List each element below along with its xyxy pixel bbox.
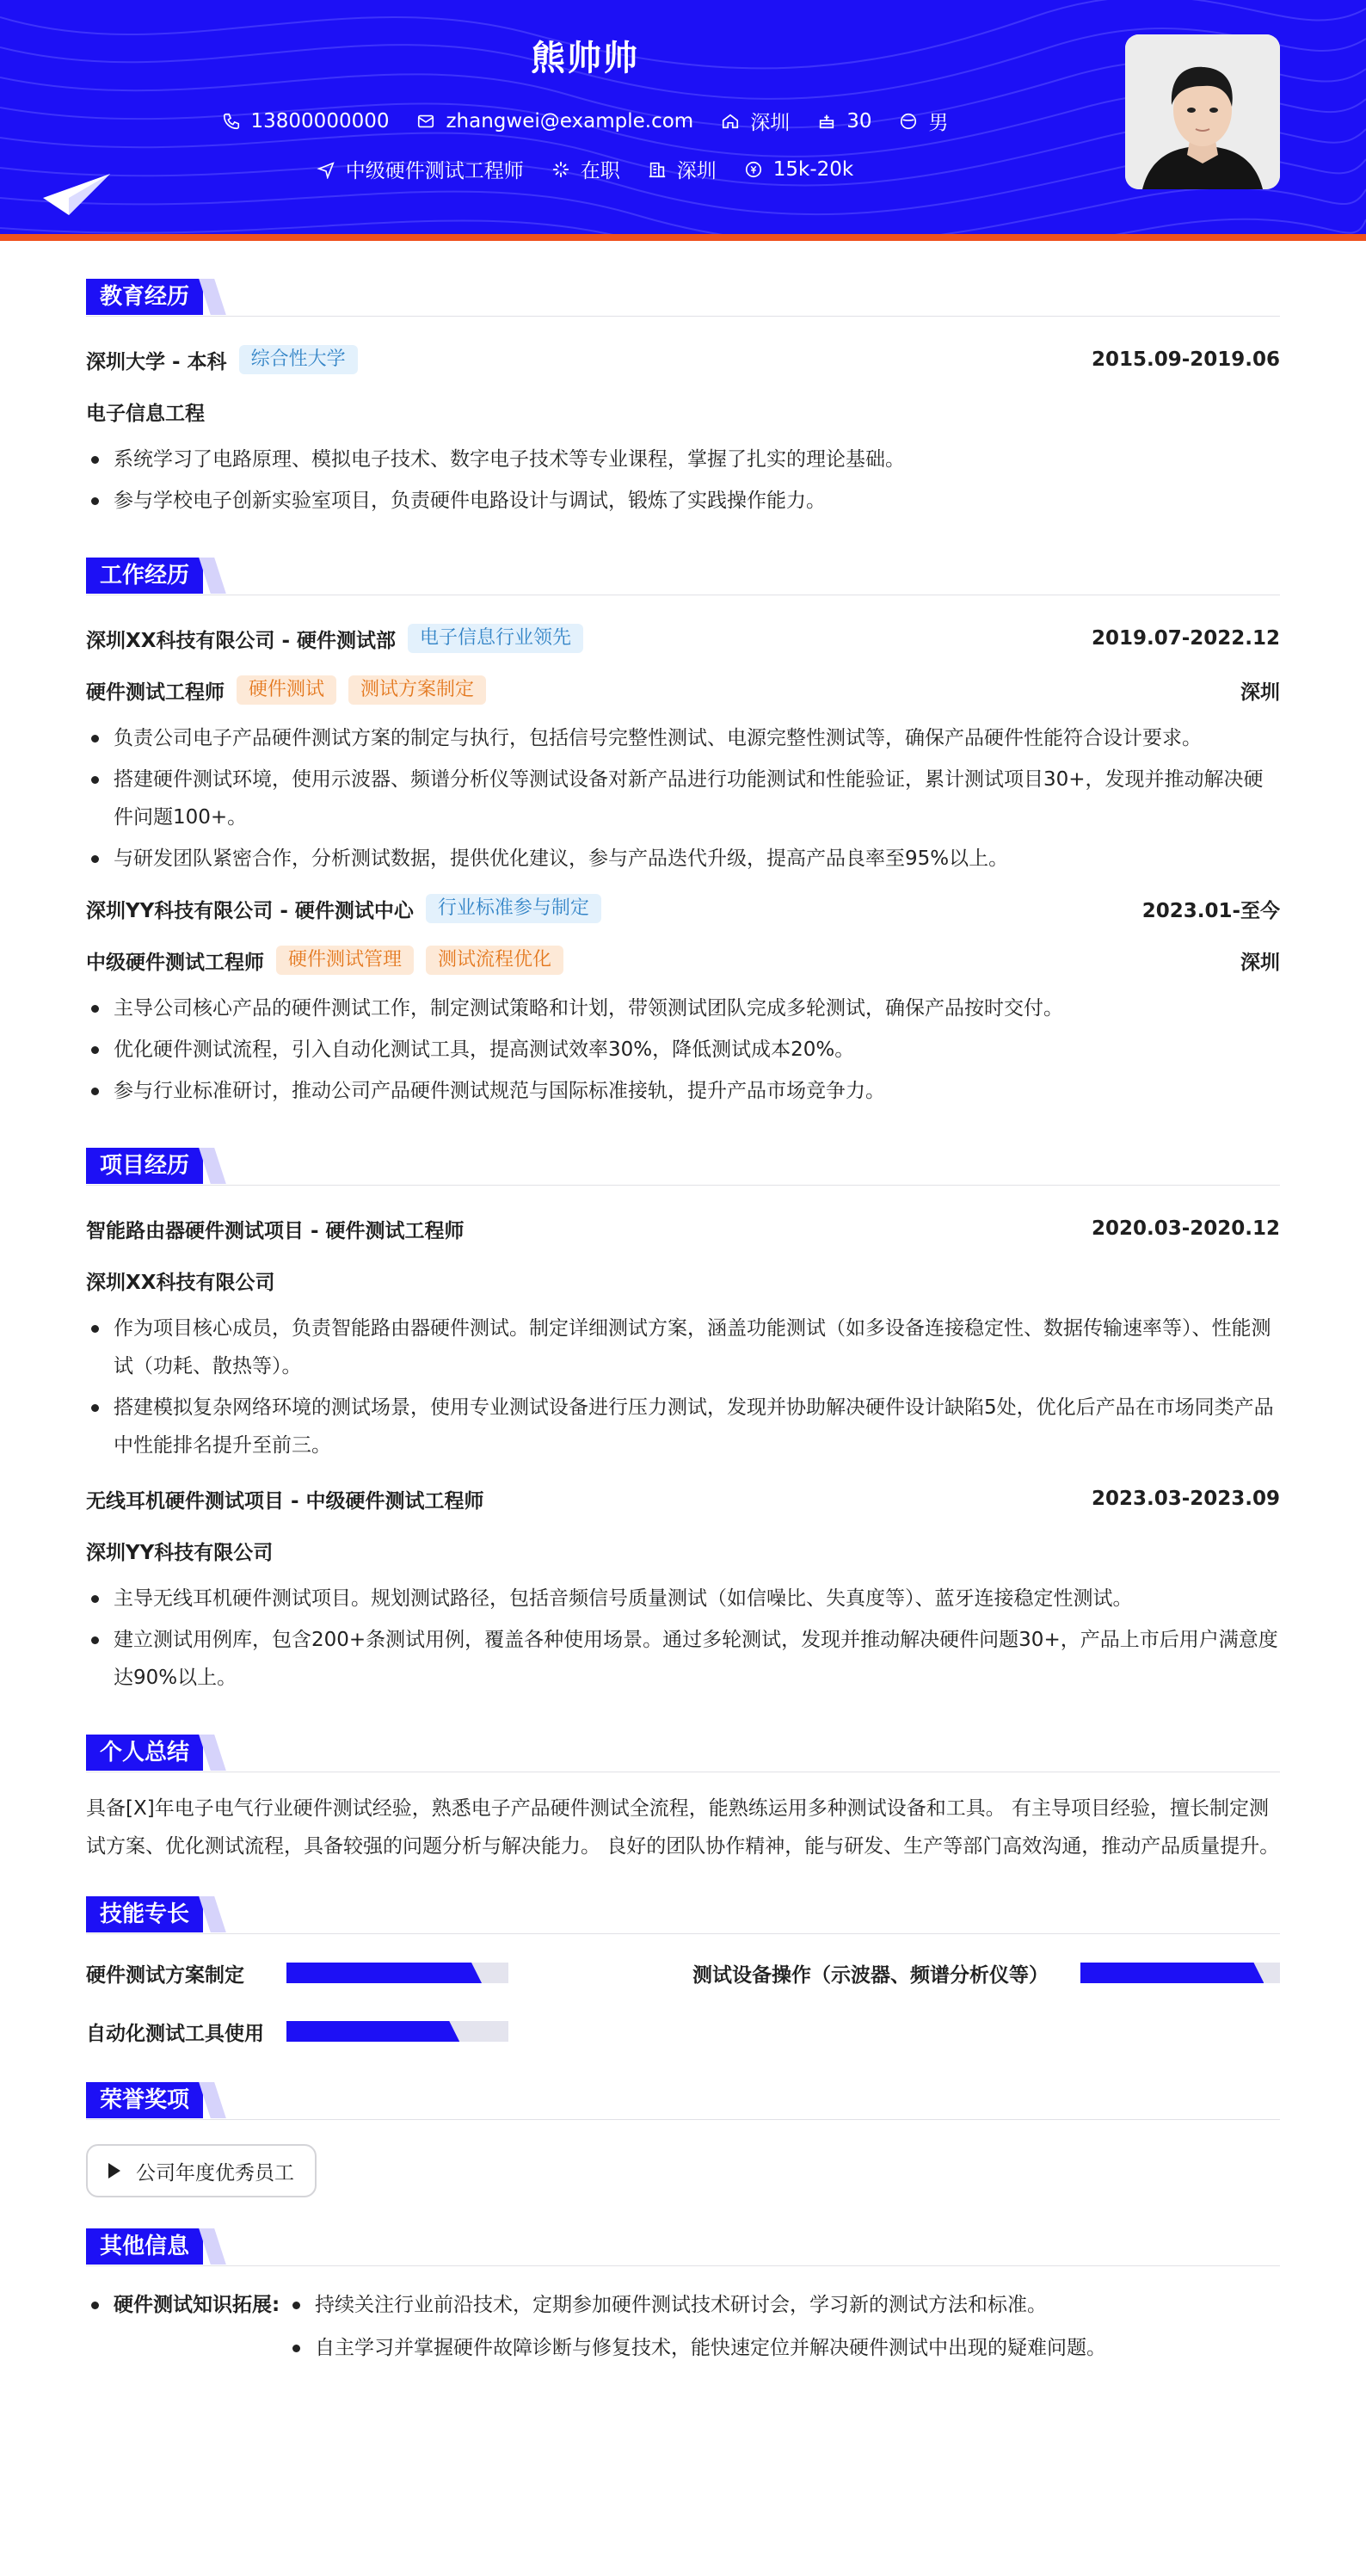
school-tag: 综合性大学 [239, 345, 358, 374]
skills-section [86, 1896, 1280, 2053]
project-company: 深圳XX科技有限公司 [86, 1271, 275, 1294]
send-icon [317, 160, 335, 179]
money-icon [744, 160, 763, 179]
education-bullets [86, 441, 1280, 520]
school-name: 深圳大学 - 本科 [86, 350, 227, 373]
home-icon [721, 112, 740, 131]
skill-item [86, 1951, 692, 1994]
age: 30 [846, 109, 872, 132]
skill-name: 硬件测试方案制定 [86, 1963, 244, 1987]
list-item: 建立测试用例库，包含200+条测试用例，覆盖各种使用场景。通过多轮测试，发现并推动解决硬件问题30+，产品上市后用户满意度达90%以上。 [86, 1621, 1280, 1697]
company-name: 深圳XX科技有限公司 - 硬件测试部 [86, 629, 397, 652]
list-item: 优化硬件测试流程，引入自动化测试工具，提高测试效率30%，降低测试成本20%。 [86, 1031, 1280, 1069]
profile-photo [1125, 34, 1280, 189]
target-position: 中级硬件测试工程师 [345, 160, 524, 182]
education-section [86, 279, 1280, 520]
section-header [86, 1735, 1280, 1772]
project-date: 2020.03-2020.12 [1091, 1217, 1280, 1240]
other-info-item [86, 2283, 1280, 2370]
resume-header [0, 0, 1366, 241]
company-tag: 电子信息行业领先 [408, 624, 583, 653]
skills-grid [86, 1951, 1280, 2053]
skill-name: 自动化测试工具使用 [86, 2022, 264, 2045]
section-title: 工作经历 [86, 558, 203, 594]
section-title: 教育经历 [86, 279, 203, 315]
section-title: 其他信息 [86, 2228, 203, 2265]
award-chip [86, 2144, 317, 2197]
section-header [86, 2082, 1280, 2120]
major: 电子信息工程 [86, 402, 205, 425]
role-tag: 测试流程优化 [426, 946, 563, 975]
education-header-row [86, 334, 1280, 385]
job-role: 硬件测试工程师 [86, 681, 225, 704]
job-intent-row [0, 155, 1170, 183]
list-item: 主导公司核心产品的硬件测试工作，制定测试策略和计划，带领测试团队完成多轮测试，确保产品按时交付。 [86, 989, 1280, 1027]
portrait-image [1125, 34, 1280, 189]
other-section [86, 2228, 1280, 2370]
project-bullets [86, 1580, 1280, 1697]
job-company-row [86, 883, 1280, 934]
project-date: 2023.03-2023.09 [1091, 1488, 1280, 1510]
project-name: 智能路由器硬件测试项目 - 硬件测试工程师 [86, 1219, 465, 1242]
education-date: 2015.09-2019.06 [1091, 348, 1280, 371]
major-row [86, 385, 1280, 437]
job-date: 2019.07-2022.12 [1091, 627, 1280, 650]
mail-icon [416, 112, 435, 131]
user-icon [899, 112, 918, 131]
list-item: 搭建硬件测试环境，使用示波器、频谱分析仪等测试设备对新产品进行功能测试和性能验证，累计测试项目30+，发现并推动解决硬件问题100+。 [86, 761, 1280, 836]
job-city: 深圳 [1240, 951, 1280, 974]
skill-item [692, 1951, 1280, 1994]
section-title: 技能专长 [86, 1896, 203, 1932]
list-item: 主导无线耳机硬件测试项目。规划测试路径，包括音频信号质量测试（如信噪比、失真度等）、蓝牙连接稳定性测试。 [86, 1580, 1280, 1618]
job-role-row [86, 664, 1280, 716]
project-header-row [86, 1203, 1280, 1254]
position-item [317, 155, 524, 183]
candidate-name: 熊帅帅 [531, 39, 639, 78]
building-icon [648, 160, 667, 179]
phone-item [222, 110, 390, 132]
phone-icon [222, 112, 241, 131]
job-bullets [86, 719, 1280, 878]
job-bullets [86, 989, 1280, 1110]
summary-text: 具备[X]年电子电气行业硬件测试经验，熟悉电子产品硬件测试全流程，能熟练运用多种测试设备和工具。 有主导项目经验，擅长制定测试方案、优化测试流程，具备较强的问题分析与解决能力。 良好的团队协作精神，能与研发、生产等部门高效沟通，推动产品质量提升。 [86, 1797, 1280, 1858]
email-item [416, 110, 693, 132]
section-title: 项目经历 [86, 1148, 203, 1184]
award-name: 公司年度优秀员工 [136, 2161, 294, 2185]
work-city-item [648, 155, 717, 183]
cake-icon [817, 112, 836, 131]
email-address: zhangwei@example.com [446, 109, 694, 132]
expected-salary: 15k-20k [772, 157, 854, 181]
job-date: 2023.01-至今 [1141, 899, 1280, 922]
list-item: 作为项目核心成员，负责智能路由器硬件测试。制定详细测试方案，涵盖功能测试（如多设备连接稳定性、数据传输速率等）、性能测试（功耗、散热等）。 [86, 1310, 1280, 1385]
gender-item [899, 107, 948, 135]
skill-item [86, 2010, 692, 2053]
contact-row [0, 107, 1170, 135]
salary-item [744, 158, 853, 181]
project-company-row [86, 1254, 1280, 1306]
work-city: 深圳 [676, 160, 717, 182]
loading-icon [551, 160, 570, 179]
list-item: 系统学习了电路原理、模拟电子技术、数字电子技术等专业课程，掌握了扎实的理论基础。 [86, 441, 1280, 478]
status-item [551, 155, 620, 183]
job-role: 中级硬件测试工程师 [86, 951, 264, 974]
list-item: 参与行业标准研讨，推动公司产品硬件测试规范与国际标准接轨，提升产品市场竞争力。 [86, 1072, 1280, 1110]
section-header [86, 1896, 1280, 1934]
summary-section [86, 1735, 1280, 1865]
section-title: 个人总结 [86, 1735, 203, 1771]
list-item: 持续关注行业前沿技术，定期参加硬件测试技术研讨会，学习新的测试方法和标准。 [286, 2283, 1106, 2326]
role-tag: 硬件测试管理 [276, 946, 414, 975]
employment-status: 在职 [580, 160, 620, 182]
skill-bar [1080, 1963, 1280, 1983]
list-item: 与研发团队紧密合作，分析测试数据，提供优化建议，参与产品迭代升级，提高产品良率至95%以上。 [86, 840, 1280, 878]
skill-bar-fill [286, 1963, 482, 1983]
list-item: 负责公司电子产品硬件测试方案的制定与执行，包括信号完整性测试、电源完整性测试等，确保产品硬件性能符合设计要求。 [86, 719, 1280, 757]
project-section [86, 1148, 1280, 1697]
job-city: 深圳 [1240, 681, 1280, 704]
role-tag: 测试方案制定 [348, 675, 486, 705]
skill-name: 测试设备操作（示波器、频谱分析仪等） [692, 1963, 1049, 1987]
phone-number: 13800000000 [250, 109, 390, 132]
work-section [86, 558, 1280, 1110]
company-name: 深圳YY科技有限公司 - 硬件测试中心 [86, 899, 414, 922]
project-company-row [86, 1525, 1280, 1576]
honors-section [86, 2082, 1280, 2197]
job-company-row [86, 613, 1280, 664]
skill-bar-fill [1080, 1963, 1264, 1983]
skill-bar [286, 2021, 508, 2042]
section-header [86, 2228, 1280, 2266]
age-item [817, 110, 871, 132]
other-label: 硬件测试知识拓展: [86, 2283, 286, 2370]
section-header [86, 558, 1280, 595]
gender: 男 [928, 112, 949, 134]
project-bullets [86, 1310, 1280, 1464]
home-city: 深圳 [750, 112, 791, 134]
section-header [86, 1148, 1280, 1186]
play-icon [108, 2163, 120, 2179]
skill-bar [286, 1963, 508, 1983]
project-name: 无线耳机硬件测试项目 - 中级硬件测试工程师 [86, 1489, 484, 1513]
resume-body [86, 248, 1280, 2370]
other-list [286, 2283, 1106, 2370]
company-tag: 行业标准参与制定 [426, 894, 601, 923]
section-title: 荣誉奖项 [86, 2082, 203, 2118]
skill-bar-fill [286, 2021, 459, 2042]
list-item: 自主学习并掌握硬件故障诊断与修复技术，能快速定位并解决硬件测试中出现的疑难问题。 [286, 2326, 1106, 2370]
project-header-row [86, 1473, 1280, 1525]
project-company: 深圳YY科技有限公司 [86, 1541, 274, 1564]
list-item: 参与学校电子创新实验室项目，负责硬件电路设计与调试，锻炼了实践操作能力。 [86, 482, 1280, 520]
role-tag: 硬件测试 [237, 675, 336, 705]
list-item: 搭建模拟复杂网络环境的测试场景，使用专业测试设备进行压力测试，发现并协助解决硬件设计缺陷5处，优化后产品在市场同类产品中性能排名提升至前三。 [86, 1389, 1280, 1464]
job-role-row [86, 934, 1280, 986]
section-header [86, 279, 1280, 317]
home-city-item [721, 107, 790, 135]
